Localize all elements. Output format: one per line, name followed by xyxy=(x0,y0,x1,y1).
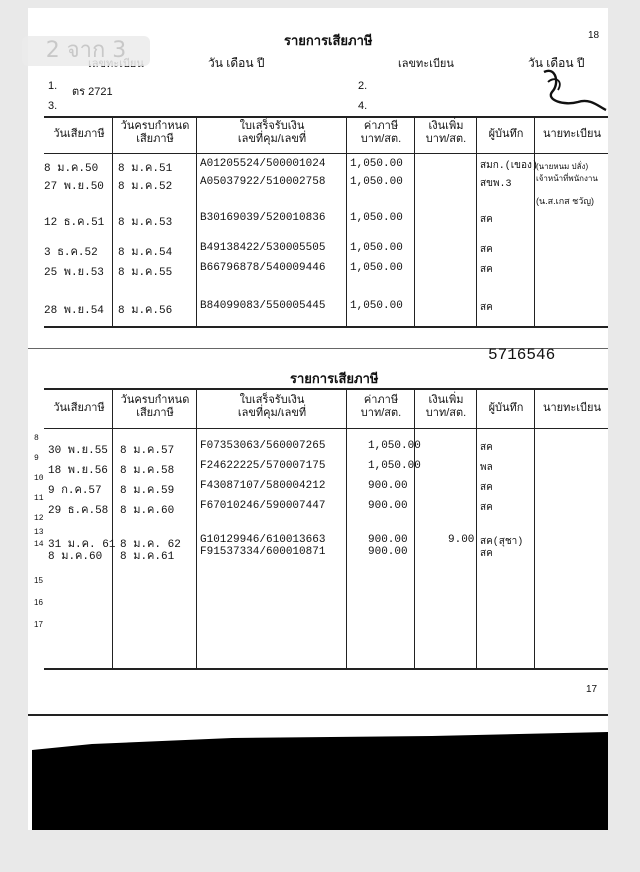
signature-scribble xyxy=(534,62,608,122)
top-row-due-date: 8 ม.ค.53 xyxy=(118,217,173,229)
top-row-tax-date: 27 พ.ย.50 xyxy=(44,181,104,193)
reg-row-4-number: 4. xyxy=(358,100,368,112)
bottom-row-due-date: 8 ม.ค.57 xyxy=(120,445,175,457)
bottom-row-tax-date: 29 ธ.ค.58 xyxy=(48,505,109,517)
bottom-header-recorder: ผู้บันทึก xyxy=(488,402,524,414)
top-row-tax-date: 3 ธ.ค.52 xyxy=(44,247,98,259)
bottom-row-amount: 1,050.00 xyxy=(368,440,421,452)
top-row-due-date: 8 ม.ค.52 xyxy=(118,181,173,193)
empty-row-number-16: 16 xyxy=(34,598,43,607)
top-header-recorder: ผู้บันทึก xyxy=(488,128,524,140)
date-label-right: วัน เดือน ปี xyxy=(528,56,585,70)
top-row-receipt: A05037922/510002758 xyxy=(200,176,326,188)
reg-row-2-number: 2. xyxy=(358,80,368,92)
top-row-due-date: 8 ม.ค.55 xyxy=(118,267,173,279)
top-row-tax-date: 8 ม.ค.50 xyxy=(44,163,99,175)
top-row-amount: 1,050.00 xyxy=(350,212,403,224)
bottom-row-amount: 900.00 xyxy=(368,480,408,492)
bottom-row-number: 13 xyxy=(34,528,44,537)
top-row-due-date: 8 ม.ค.51 xyxy=(118,163,173,175)
bottom-row-due-date: 8 ม.ค.61 xyxy=(120,551,175,563)
top-row-amount: 1,050.00 xyxy=(350,176,403,188)
reg-label-right: เลขทะเบียน xyxy=(398,58,454,70)
bottom-row-due-date: 8 ม.ค.58 xyxy=(120,465,175,477)
page-number-bottom: 17 xyxy=(586,684,598,695)
reg-row-1-number: 1. xyxy=(48,80,58,92)
bottom-section-title: รายการเสียภาษี xyxy=(290,371,379,386)
top-row-tax-date: 12 ธ.ค.51 xyxy=(44,217,105,229)
top-header-receipt: ใบเสร็จรับเงิน เลขที่คุม/เลขที่ xyxy=(237,120,307,145)
top-row-due-date: 8 ม.ค.56 xyxy=(118,305,173,317)
top-header-due-date: วันครบกำหนด เสียภาษี xyxy=(120,120,190,145)
bottom-row-tax-date: 18 พ.ย.56 xyxy=(48,465,108,477)
top-header-tax-date: วันเสียภาษี xyxy=(53,128,105,140)
registrar-note-3: (น.ส.เกส ชวัญ) xyxy=(536,196,594,206)
page-indicator-badge: 2 จาก 3 xyxy=(22,36,150,66)
bottom-row-number: 9 xyxy=(34,454,39,463)
top-row-due-date: 8 ม.ค.54 xyxy=(118,247,173,259)
bottom-header-tax-amount: ค่าภาษี บาท/สต. xyxy=(360,394,402,419)
bottom-header-surcharge: เงินเพิ่ม บาท/สต. xyxy=(425,394,467,419)
top-header-tax-amount: ค่าภาษี บาท/สต. xyxy=(360,120,402,145)
page-number-top: 18 xyxy=(588,30,600,41)
registrar-note-2: เจ้าหน้าที่พนักงาน xyxy=(536,174,598,183)
bottom-row-surcharge: 9.00 xyxy=(448,534,475,546)
bottom-row-receipt: F07353063/560007265 xyxy=(200,440,326,452)
bottom-row-receipt: F67010246/590007447 xyxy=(200,500,326,512)
top-row-amount: 1,050.00 xyxy=(350,300,403,312)
top-row-recorder: สค xyxy=(480,265,493,276)
bottom-row-recorder: สค xyxy=(480,483,493,494)
reg-row-3-number: 3. xyxy=(48,100,58,112)
empty-row-number-17: 17 xyxy=(34,620,43,629)
bottom-row-recorder: พล xyxy=(480,463,493,474)
bottom-row-tax-date: 8 ม.ค.60 xyxy=(48,551,103,563)
top-row-amount: 1,050.00 xyxy=(350,262,403,274)
bottom-row-amount: 1,050.00 xyxy=(368,460,421,472)
top-row-amount: 1,050.00 xyxy=(350,242,403,254)
bottom-row-number: 14 xyxy=(34,540,44,549)
top-section-title: รายการเสียภาษี xyxy=(284,33,373,48)
empty-row-number-15: 15 xyxy=(34,576,43,585)
bottom-row-tax-date: 9 ก.ค.57 xyxy=(48,485,102,497)
stamp-number: 5716546 xyxy=(488,346,556,364)
bottom-row-due-date: 8 ม.ค.59 xyxy=(120,485,175,497)
bottom-row-amount: 900.00 xyxy=(368,534,408,546)
bottom-row-due-date: 8 ม.ค. 62 xyxy=(120,539,181,551)
top-row-recorder: สขพ.3 xyxy=(480,179,512,190)
bottom-row-receipt: G10129946/610013663 xyxy=(200,534,326,546)
bottom-header-due-date: วันครบกำหนด เสียภาษี xyxy=(120,394,190,419)
top-row-tax-date: 28 พ.ย.54 xyxy=(44,305,104,317)
bottom-row-due-date: 8 ม.ค.60 xyxy=(120,505,175,517)
top-row-receipt: A01205524/500001024 xyxy=(200,158,326,170)
bottom-row-tax-date: 31 ม.ค. 61 xyxy=(48,539,116,551)
bottom-row-receipt: F91537334/600010871 xyxy=(200,546,326,558)
bottom-row-tax-date: 30 พ.ย.55 xyxy=(48,445,108,457)
bottom-row-number: 10 xyxy=(34,474,44,483)
top-row-receipt: B66796878/540009446 xyxy=(200,262,326,274)
bottom-header-receipt: ใบเสร็จรับเงิน เลขที่คุม/เลขที่ xyxy=(237,394,307,419)
reg-row-1-value: ตร 2721 xyxy=(72,86,113,98)
top-row-receipt: B30169039/520010836 xyxy=(200,212,326,224)
bottom-row-amount: 900.00 xyxy=(368,546,408,558)
bottom-row-recorder: สค xyxy=(480,503,493,514)
top-row-recorder: สมก.(เของ) xyxy=(480,161,538,172)
registrar-note-1: (นายหนม ปลั่ง) xyxy=(536,162,589,171)
top-row-recorder: สค xyxy=(480,303,493,314)
document-page xyxy=(28,8,608,830)
bottom-header-tax-date: วันเสียภาษี xyxy=(53,402,105,414)
bottom-row-number: 8 xyxy=(34,434,39,443)
bottom-row-receipt: F43087107/580004212 xyxy=(200,480,326,492)
top-header-surcharge: เงินเพิ่ม บาท/สต. xyxy=(425,120,467,145)
bottom-row-number: 11 xyxy=(34,494,44,503)
top-row-recorder: สค xyxy=(480,245,493,256)
bottom-row-recorder: สค(สุชา) xyxy=(480,537,524,548)
top-row-receipt: B49138422/530005505 xyxy=(200,242,326,254)
bottom-row-receipt: F24622225/570007175 xyxy=(200,460,326,472)
top-row-tax-date: 25 พ.ย.53 xyxy=(44,267,104,279)
top-row-recorder: สค xyxy=(480,215,493,226)
scan-dark-edge xyxy=(32,730,608,830)
top-row-receipt: B84099083/550005445 xyxy=(200,300,326,312)
bottom-row-recorder: สค xyxy=(480,549,493,560)
bottom-row-number: 12 xyxy=(34,514,44,523)
bottom-header-registrar: นายทะเบียน xyxy=(542,402,601,414)
top-row-amount: 1,050.00 xyxy=(350,158,403,170)
bottom-row-recorder: สค xyxy=(480,443,493,454)
bottom-row-amount: 900.00 xyxy=(368,500,408,512)
date-label-left: วัน เดือน ปี xyxy=(208,56,265,70)
top-header-registrar: นายทะเบียน xyxy=(542,128,601,140)
